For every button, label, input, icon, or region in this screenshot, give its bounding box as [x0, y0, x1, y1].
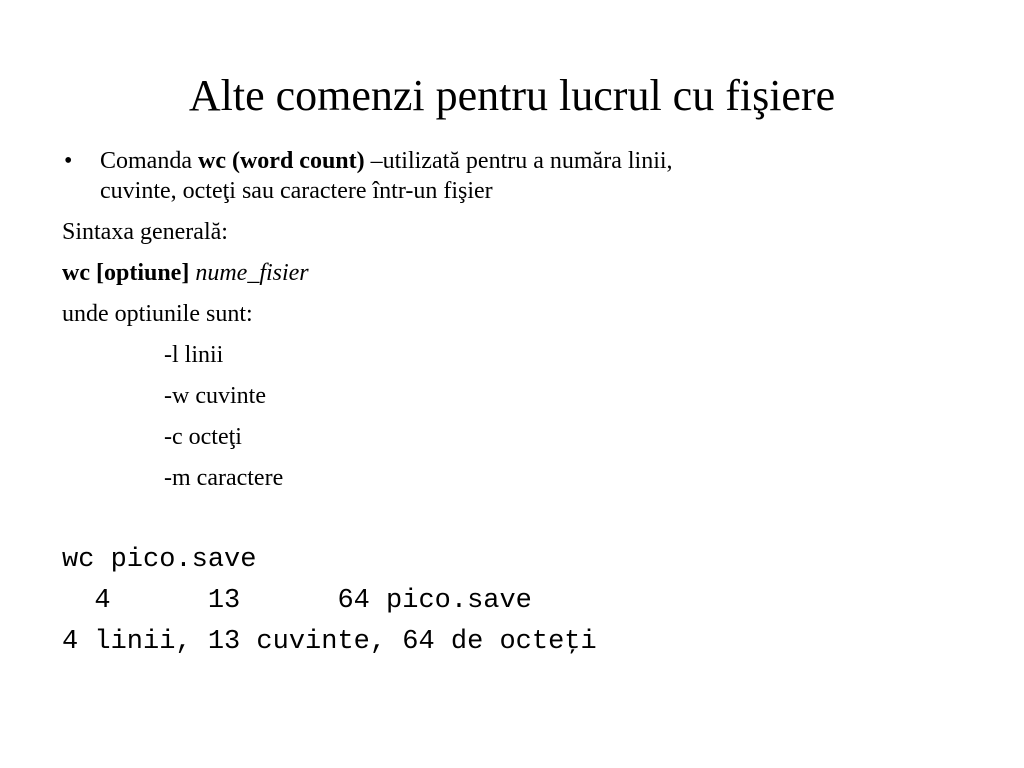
bullet-description-cont: cuvinte, octeţi sau caractere într-un fişier: [100, 178, 493, 204]
syntax-label: Sintaxa generală:: [62, 219, 228, 245]
option-item: -l linii: [164, 342, 224, 368]
example-output: 4 13 64 pico.save: [62, 586, 532, 616]
options-label: unde optiunile sunt:: [62, 301, 253, 327]
syntax-argument: nume_fisier: [195, 260, 309, 286]
bullet-icon: •: [64, 148, 73, 174]
option-item: -c octeţi: [164, 424, 242, 450]
bullet-item-wc: [62, 146, 962, 206]
option-item: -w cuvinte: [164, 383, 266, 409]
syntax-line: [62, 258, 962, 288]
example-command: wc pico.save: [62, 545, 257, 575]
bullet-description: –utilizată pentru a număra linii,: [364, 148, 673, 174]
slide-body: [62, 146, 962, 668]
option-item: -m caractere: [164, 465, 284, 491]
spacer: [62, 504, 962, 545]
syntax-command: wc [optiune]: [62, 260, 190, 286]
bullet-prefix: Comanda: [100, 148, 198, 174]
bullet-command: wc (word count): [197, 148, 365, 174]
example-explanation: 4 linii, 13 cuvinte, 64 de octeţi: [62, 627, 597, 657]
slide-title: Alte comenzi pentru lucrul cu fişiere: [188, 71, 836, 120]
